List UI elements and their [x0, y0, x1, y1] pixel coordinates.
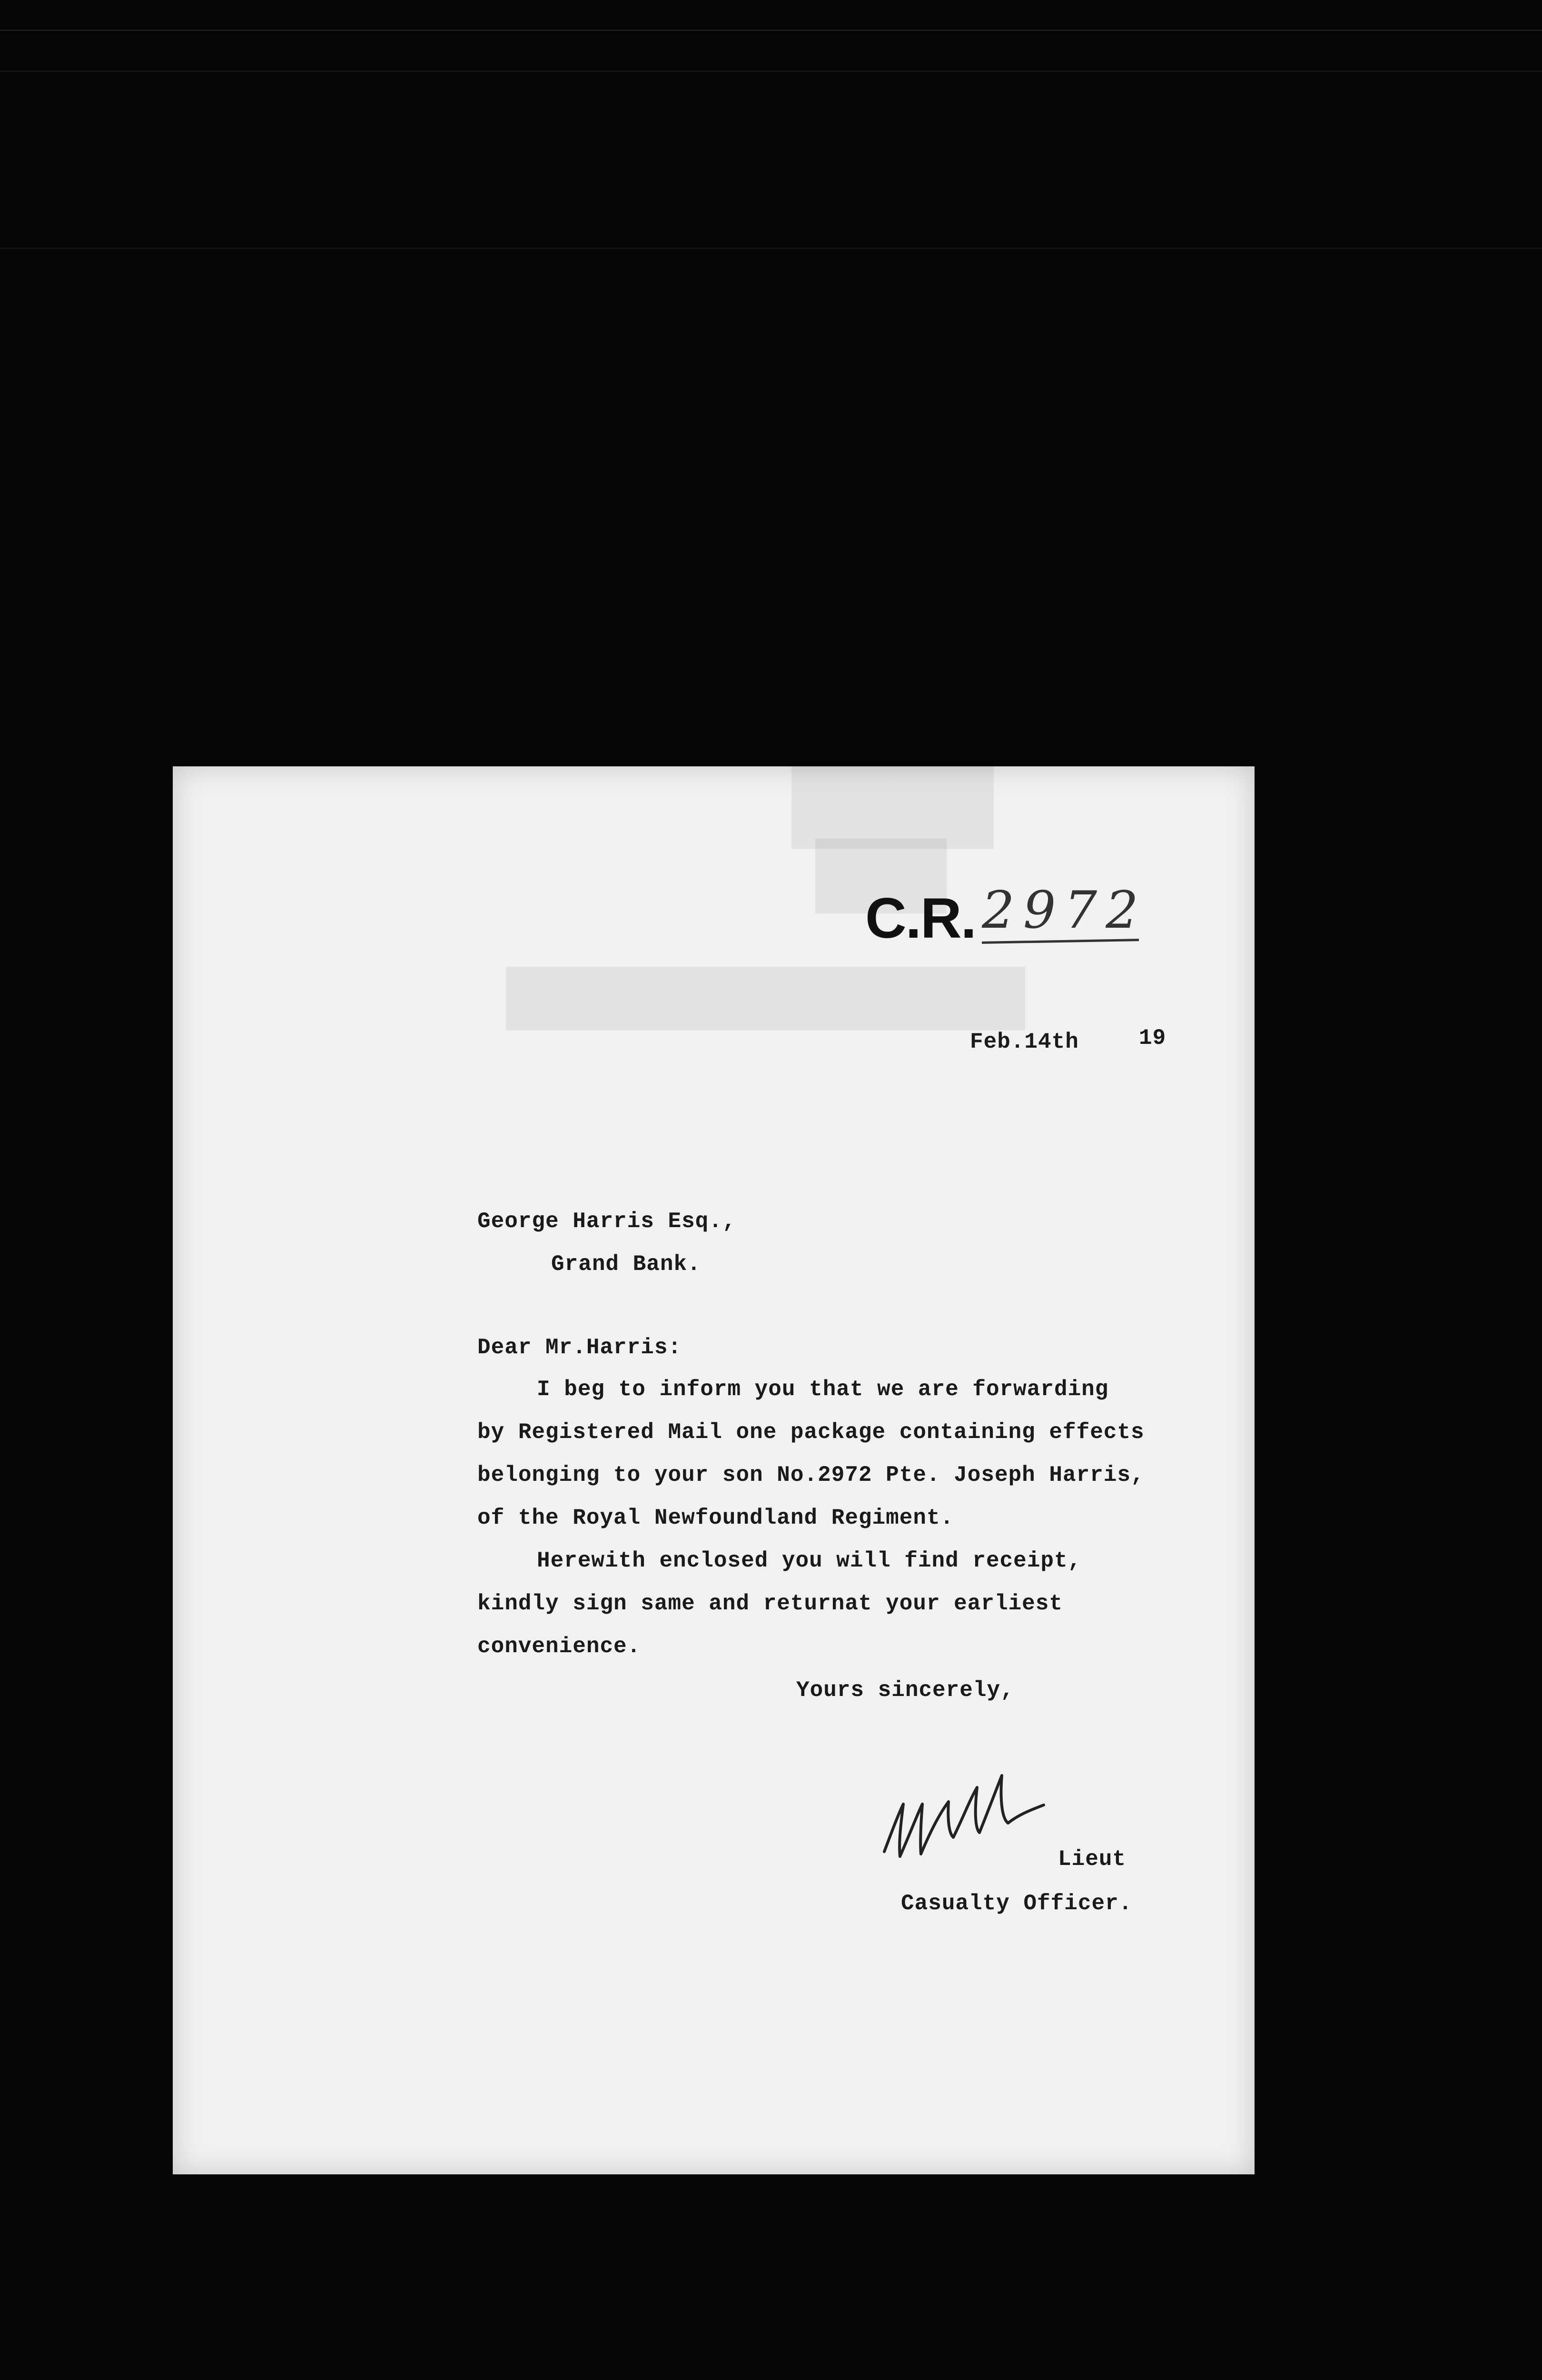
bleed-through-text: ███ [815, 839, 947, 908]
letter-date: Feb.14th [970, 1030, 1079, 1054]
film-streak [0, 70, 1542, 72]
body-line: by Registered Mail one package containing effects [477, 1420, 1145, 1445]
body-line: convenience. [477, 1634, 641, 1659]
cr-stamp-number: 2972 [982, 881, 1147, 940]
body-line: belonging to your son No.2972 Pte. Joseph Harris, [477, 1463, 1145, 1488]
handwritten-signature [877, 1761, 1048, 1871]
film-streak [0, 248, 1542, 249]
letter-page [173, 763, 1255, 2174]
bleed-through-text: ████ [791, 763, 994, 843]
closing: Yours sincerely, [796, 1678, 1014, 1703]
cr-stamp-prefix: C.R. [865, 886, 976, 950]
bleed-through-text: ██████████████ [506, 967, 1026, 1026]
body-line: I beg to inform you that we are forwarding [537, 1377, 1109, 1402]
signatory-rank: Lieut [1058, 1847, 1127, 1872]
letter-year: 19 [1139, 1026, 1166, 1051]
recipient-place: Grand Bank. [551, 1252, 701, 1277]
signatory-title: Casualty Officer. [901, 1891, 1133, 1916]
film-streak [0, 30, 1542, 31]
body-line: kindly sign same and returnat your earliest [477, 1591, 1063, 1616]
salutation: Dear Mr.Harris: [477, 1335, 682, 1360]
body-line: of the Royal Newfoundland Regiment. [477, 1506, 954, 1530]
recipient-name: George Harris Esq., [477, 1209, 736, 1234]
body-line: Herewith enclosed you will find receipt, [537, 1548, 1082, 1573]
